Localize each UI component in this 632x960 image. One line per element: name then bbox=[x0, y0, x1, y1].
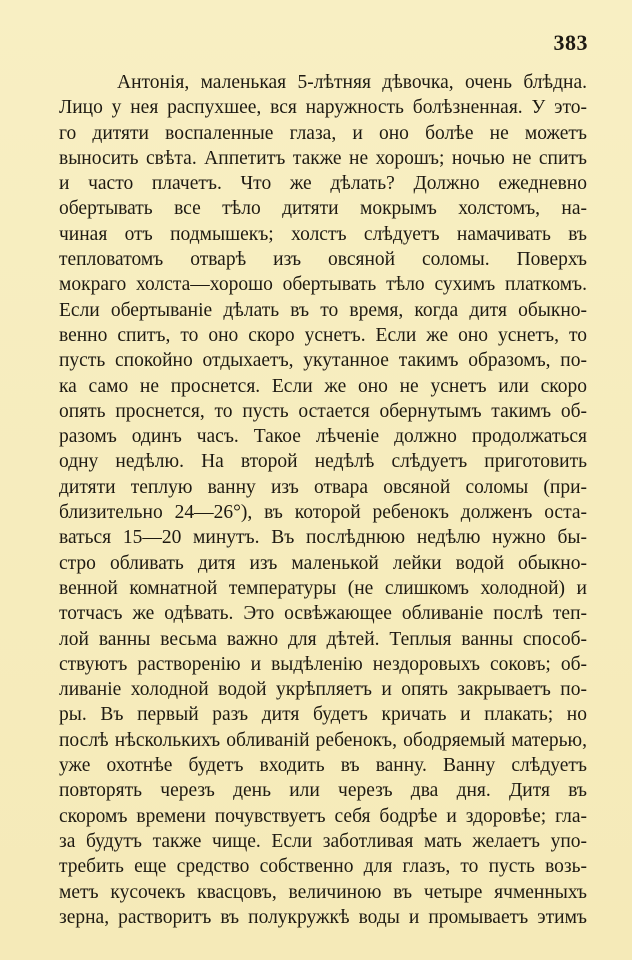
text-line: и часто плачетъ. Что же дѣлать? Должно ежедневно bbox=[59, 173, 587, 195]
text-line: опять проснется, то пусть остается обернутымъ такимъ об- bbox=[59, 400, 587, 422]
text-line: за будутъ также чище. Если заботливая мать желаетъ упо- bbox=[59, 830, 587, 852]
text-line: обертывать все тѣло дитяти мокрымъ холстомъ, на- bbox=[59, 198, 587, 220]
text-line: венно спитъ, то оно скоро уснетъ. Если же оно уснетъ, то bbox=[59, 324, 587, 346]
text-line: скоромъ времени почувствуетъ себя бодрѣе и здоровѣе; гла- bbox=[59, 805, 587, 827]
text-line: зерна, растворитъ въ полукружкѣ воды и промываетъ этимъ bbox=[59, 906, 587, 928]
text-line: венной комнатной температуры (не слишкомъ холодной) и bbox=[59, 577, 587, 599]
text-line: чиная отъ подмышекъ; холстъ слѣдуетъ намачивать въ bbox=[59, 223, 587, 245]
text-line: тотчасъ же одѣвать. Это освѣжающее обливаніе послѣ теп- bbox=[59, 603, 587, 625]
text-line: ры. Въ первый разъ дитя будетъ кричать и плакать; но bbox=[59, 704, 587, 726]
text-line: ваться 15—20 минутъ. Въ послѣднюю недѣлю нужно бы- bbox=[59, 527, 587, 549]
text-line: выносить свѣта. Аппетитъ также не хорошъ; ночью не спитъ bbox=[59, 147, 587, 169]
text-line: стро обливать дитя изъ маленькой лейки водой обыкно- bbox=[59, 552, 587, 574]
text-line: повторять черезъ день или черезъ два дня. Дитя въ bbox=[59, 780, 587, 802]
text-line: Антонія, маленькая 5-лѣтняя дѣвочка, очень блѣдна. bbox=[117, 72, 587, 93]
text-line: Лицо у нея распухшее, вся наружность болѣзненная. У это- bbox=[59, 97, 587, 119]
text-line: мокраго холста—хорошо обертывать тѣло сухимъ платкомъ. bbox=[59, 274, 587, 296]
text-line: го дитяти воспаленные глаза, и оно болѣе не можетъ bbox=[59, 122, 587, 144]
page-number: 383 bbox=[553, 30, 588, 55]
text-line: дитяти теплую ванну изъ отвара овсяной соломы (при- bbox=[59, 476, 587, 498]
text-line: близительно 24—26°), въ которой ребенокъ долженъ оста- bbox=[59, 502, 587, 524]
text-line: ка само не проснется. Если же оно не уснетъ или скоро bbox=[59, 375, 587, 397]
text-line: уже охотнѣе будетъ входить въ ванну. Ванну слѣдуетъ bbox=[59, 755, 587, 777]
text-line: лой ванны весьма важно для дѣтей. Теплыя ванны способ- bbox=[59, 628, 587, 650]
text-line: разомъ одинъ часъ. Такое лѣченіе должно продолжаться bbox=[59, 426, 587, 448]
text-line: пусть спокойно отдыхаетъ, укутанное такимъ образомъ, по- bbox=[59, 350, 587, 372]
text-line: послѣ нѣсколькихъ обливаній ребенокъ, ободряемый матерью, bbox=[59, 729, 587, 751]
text-line: метъ кусочекъ квасцовъ, величиною въ четыре ячменныхъ bbox=[59, 881, 587, 903]
text-line: Если обертываніе дѣлать въ то время, когда дитя обыкно- bbox=[59, 299, 587, 321]
text-line: ливаніе холодной водой укрѣпляетъ и опять закрываетъ по- bbox=[59, 679, 587, 701]
body-text bbox=[59, 70, 587, 930]
text-line: одну недѣлю. На второй недѣлѣ слѣдуетъ приготовить bbox=[59, 451, 587, 473]
text-line: тепловатомъ отварѣ изъ овсяной соломы. Поверхъ bbox=[59, 249, 587, 271]
text-line: требить еще средство собственно для глазъ, то пусть возь- bbox=[59, 856, 587, 878]
text-line: ствуютъ растворенію и выдѣленію нездоровыхъ соковъ; об- bbox=[59, 653, 587, 675]
